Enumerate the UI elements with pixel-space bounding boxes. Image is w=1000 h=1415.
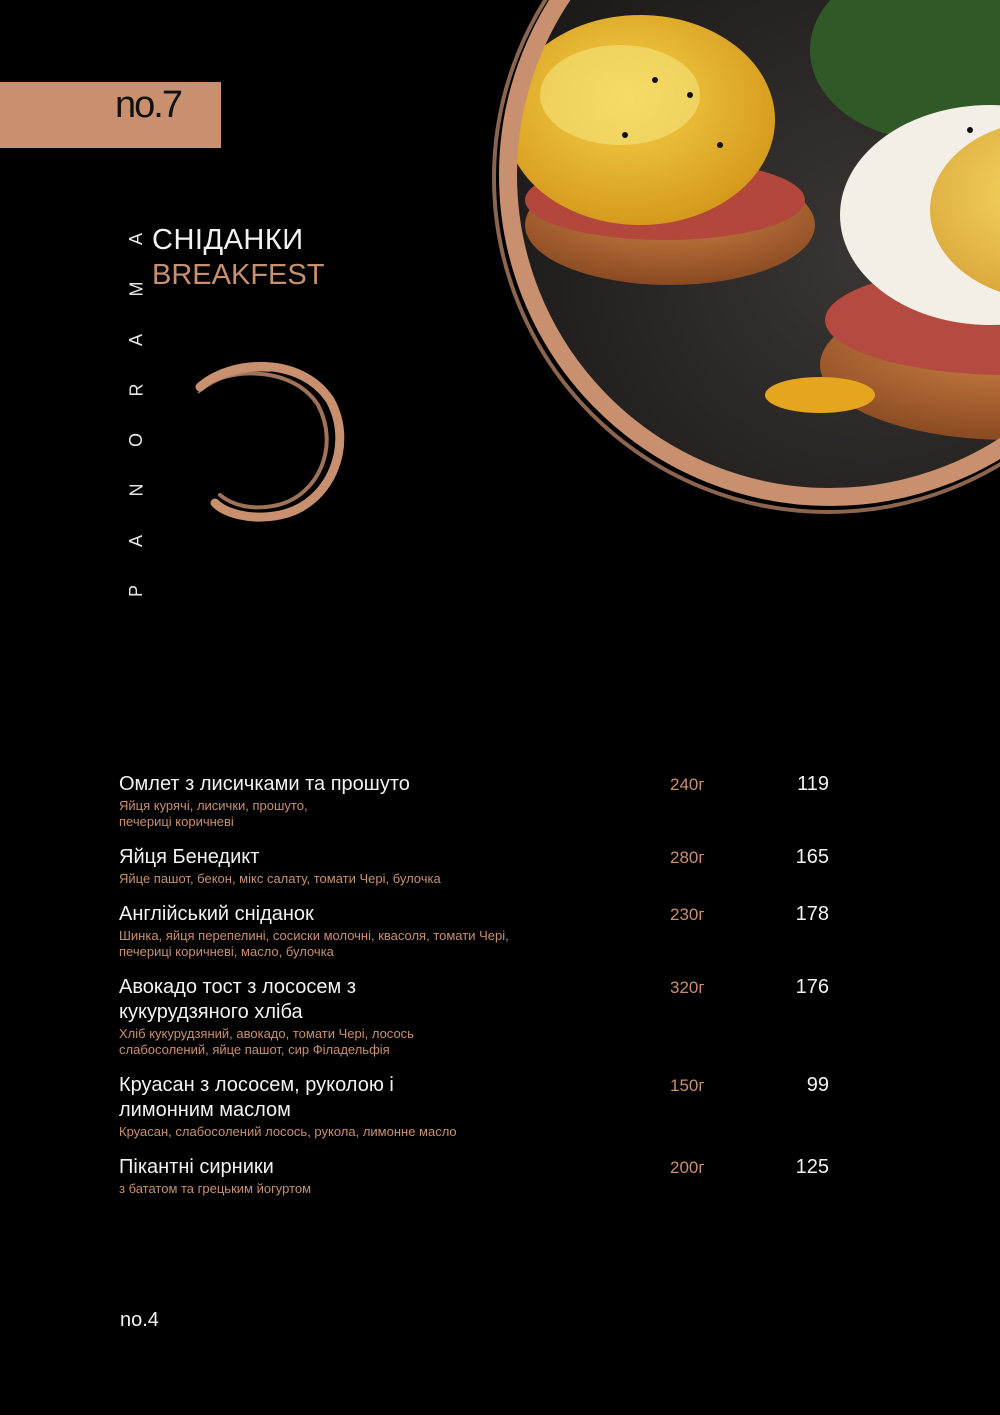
brand-letter: O: [125, 433, 146, 448]
menu-item-price: 178: [795, 903, 829, 925]
section-subtitle: BREAKFEST: [152, 259, 325, 291]
brand-letter: A: [125, 232, 146, 246]
menu-item-weight: 230г: [670, 905, 705, 924]
menu-item-name: Авокадо тост з лососем з кукурудзяного хліба: [119, 976, 356, 1023]
menu-item-price: 165: [795, 846, 829, 868]
menu-list: [119, 772, 839, 1212]
menu-item-description: Яйце пашот, бекон, мікс салату, томати Чері, булочка: [119, 871, 441, 886]
menu-item-price: 125: [795, 1156, 829, 1178]
menu-item-name: Круасан з лососем, руколою і лимонним маслом: [119, 1074, 394, 1121]
menu-item-name: Англійський сніданок: [119, 903, 314, 925]
menu-item: [119, 772, 839, 830]
brand-letter: R: [126, 383, 146, 397]
brand-letter: N: [126, 483, 146, 497]
brand-letter: A: [125, 333, 146, 346]
menu-item-description: Хліб кукурудзяний, авокадо, томати Чері, лосось слабосолений, яйце пашот, сир Філадельфія: [119, 1026, 414, 1057]
menu-item-description: Шинка, яйця перепелині, сосиски молочні, квасоля, томати Чері, печериці коричневі, масло, булочка: [119, 928, 509, 959]
page-tag-label: no.7: [115, 84, 181, 126]
page-tag: [0, 82, 221, 148]
menu-item-price: 119: [797, 773, 829, 795]
menu-item: [119, 902, 839, 960]
menu-item-description: з бататом та грецьким йогуртом: [119, 1181, 312, 1196]
brush-swirl-icon: [190, 355, 350, 525]
page-number: no.4: [120, 1309, 159, 1331]
menu-item-weight: 320г: [670, 978, 705, 997]
brand-letter: A: [125, 534, 146, 547]
brand-letter: P: [125, 584, 146, 597]
eggs-benedict-photo: [450, 0, 1000, 560]
menu-item: [119, 1073, 839, 1140]
menu-item-weight: 240г: [670, 775, 705, 794]
menu-item-name: Яйця Бенедикт: [119, 846, 260, 868]
brand-letter: M: [126, 281, 146, 297]
menu-item-weight: 150г: [670, 1076, 705, 1095]
menu-item-name: Пікантні сирники: [119, 1156, 274, 1178]
menu-item-description: Круасан, слабосолений лосось, рукола, лимонне масло: [119, 1124, 457, 1139]
menu-item-name: Омлет з лисичками та прошуто: [119, 773, 410, 795]
menu-item-price: 99: [806, 1074, 829, 1096]
menu-item: [119, 975, 839, 1058]
brand-vertical: [124, 230, 148, 600]
menu-item-weight: 280г: [670, 848, 705, 867]
section-title: СНІДАНКИ: [152, 224, 304, 256]
menu-item-weight: 200г: [670, 1158, 705, 1177]
menu-item-description: Яйця курячі, лисички, прошуто, печериці коричневі: [119, 798, 308, 829]
menu-item-price: 176: [795, 976, 829, 998]
menu-item: [119, 845, 839, 887]
menu-item: [119, 1155, 839, 1197]
